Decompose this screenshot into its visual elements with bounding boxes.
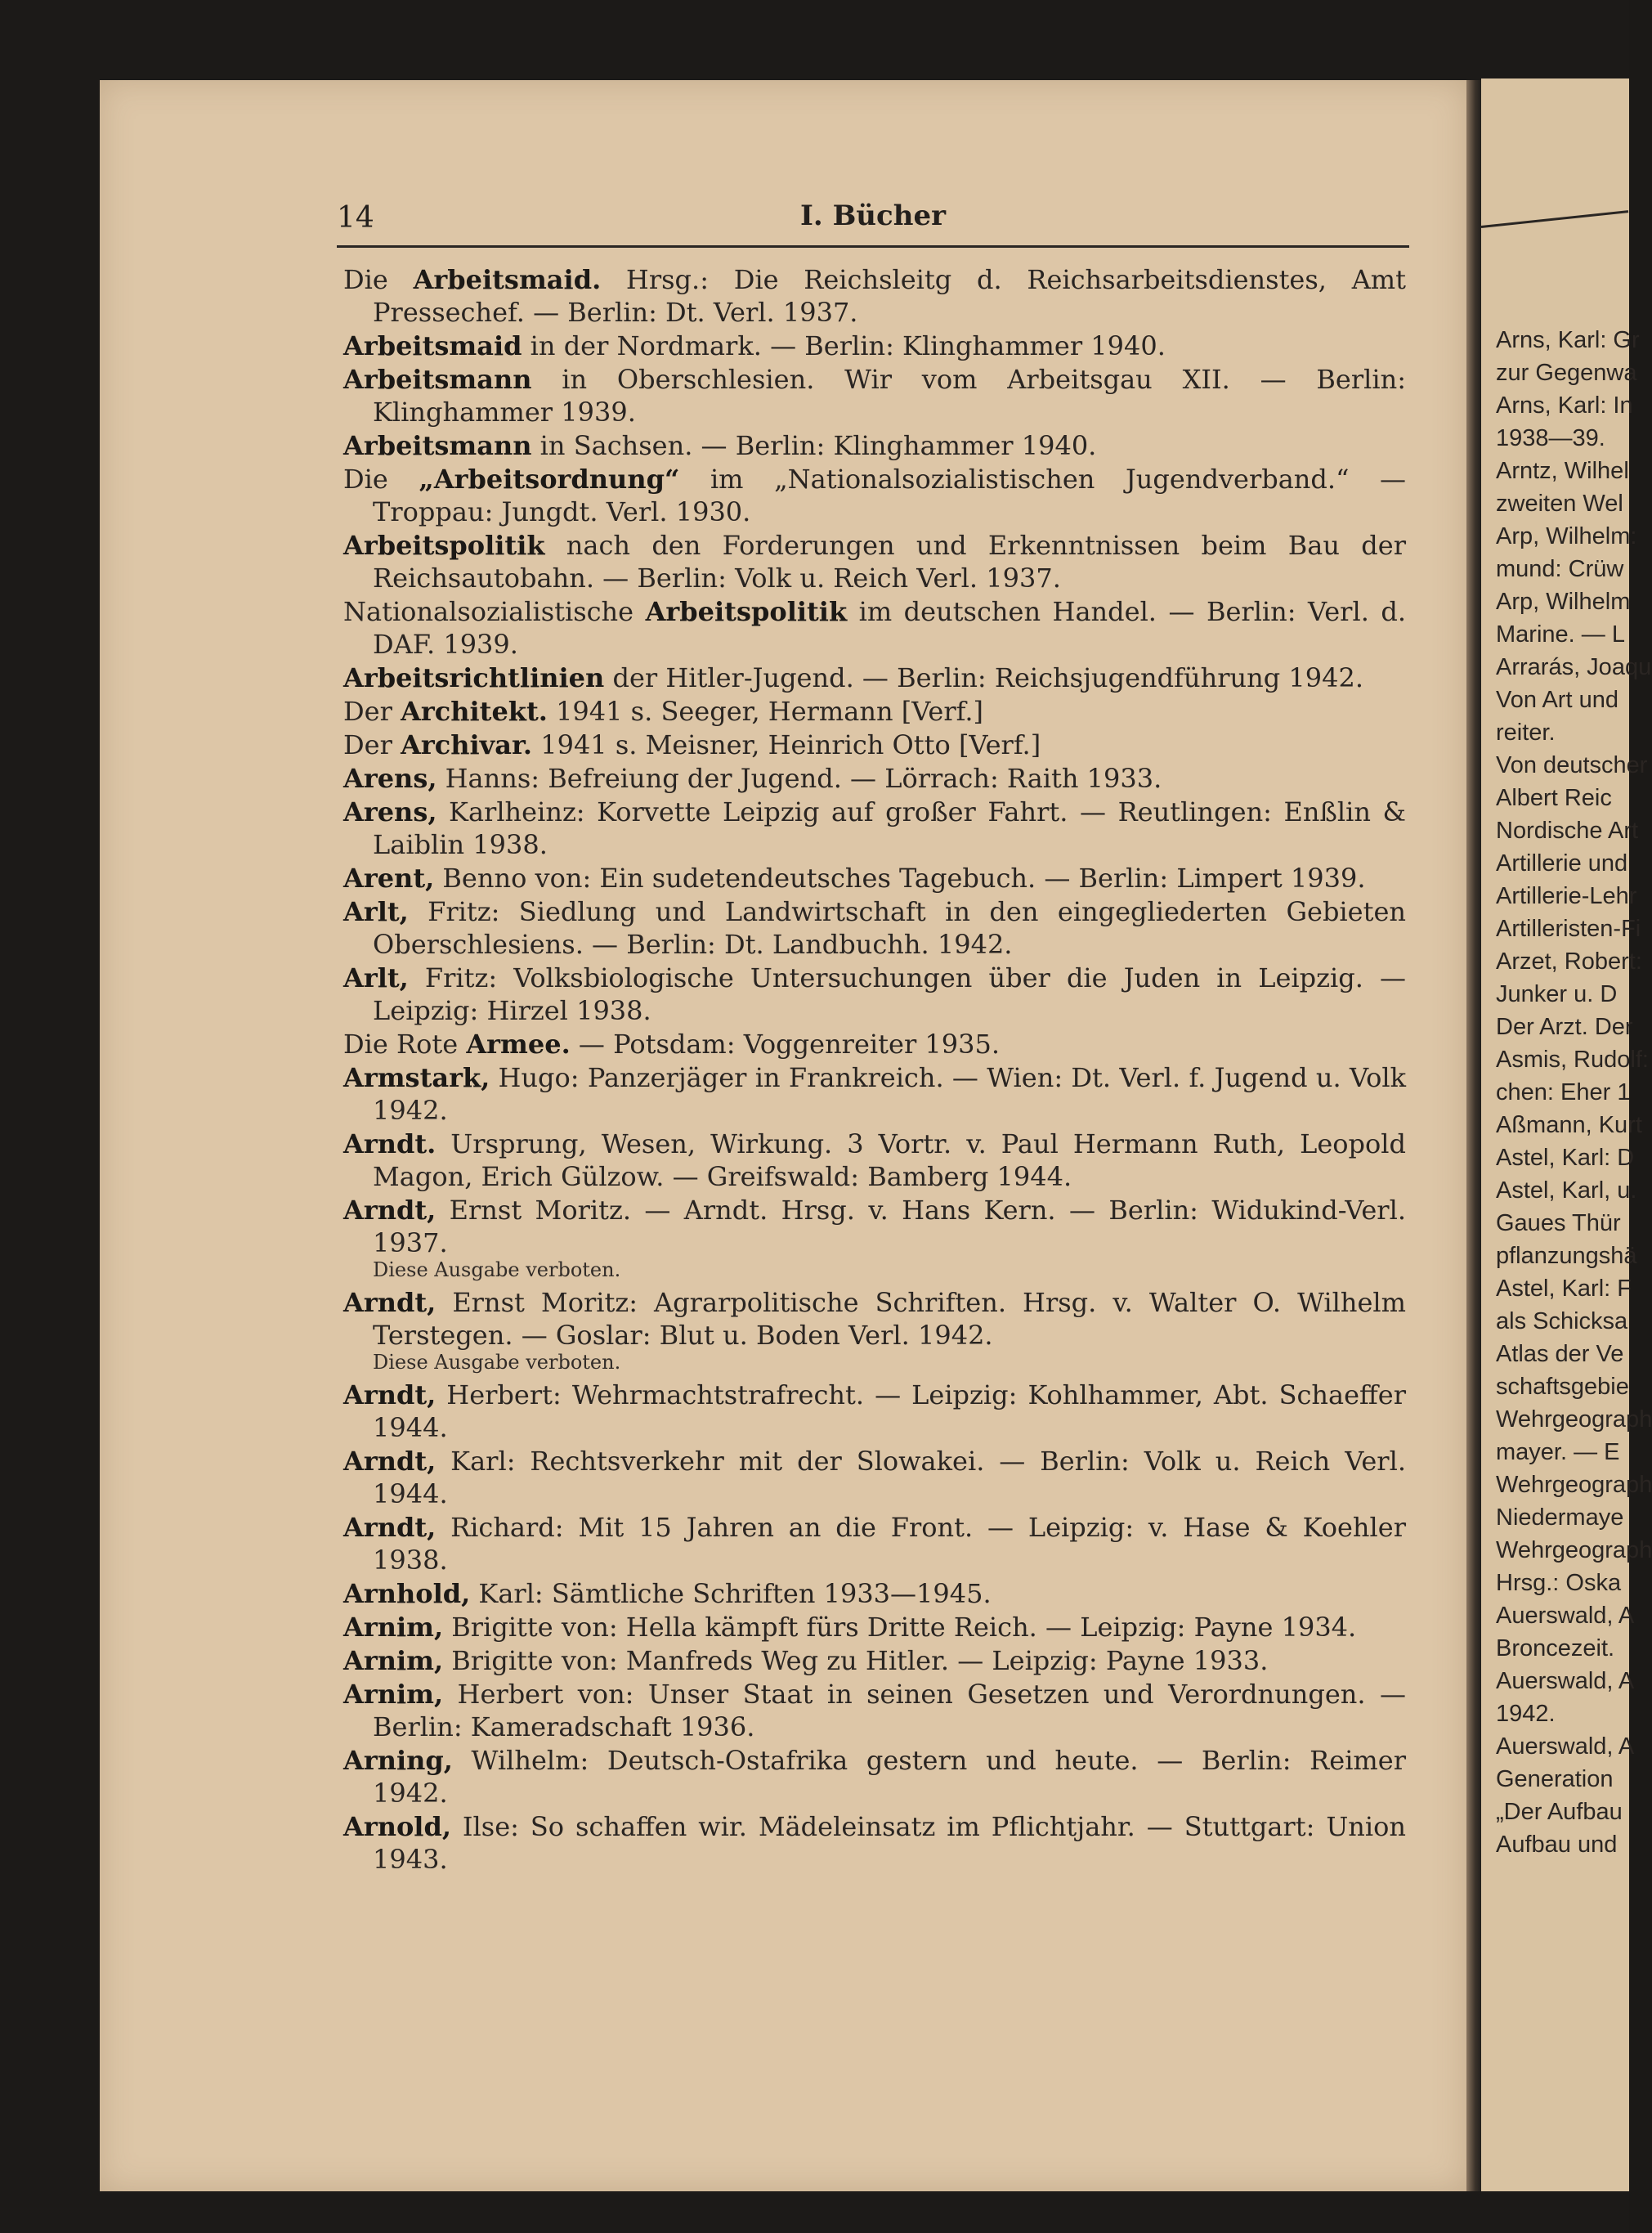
adjacent-page-line: Wehrgeograph — [1496, 1472, 1652, 1498]
adjacent-page-line: Astel, Karl, u. — [1496, 1177, 1637, 1204]
adjacent-page-line: Artillerie-Lehr — [1496, 883, 1637, 909]
entry-text: Karlheinz: Korvette Leipzig auf großer Fahrt. — Reutlingen: Enßlin & Laiblin 1938. — [373, 796, 1406, 860]
entry-keyword: Arbeitsrichtlinien — [343, 662, 605, 693]
adjacent-page-line: Astel, Karl: D — [1496, 1145, 1635, 1171]
adjacent-page-line: Aßmann, Kurt — [1496, 1112, 1642, 1138]
entry-keyword: Arnim, — [343, 1679, 444, 1710]
entry-text: Ursprung, Wesen, Wirkung. 3 Vortr. v. Paul Hermann Ruth, Leopold Magon, Erich Gülzow. — Greifswald: Bamberg 1944. — [373, 1128, 1406, 1192]
entry-text: im „Nationalsozialistischen Jugendverband.“ — Troppau: Jungdt. Verl. 1930. — [373, 464, 1407, 527]
entry-keyword: Arndt. — [343, 1128, 437, 1159]
entry-keyword: Arndt, — [343, 1379, 437, 1410]
entry-text: Herbert von: Unser Staat in seinen Gesetzen und Verordnungen. — Berlin: Kameradschaft 1936. — [373, 1679, 1406, 1742]
entry-text: Hanns: Befreiung der Jugend. — Lörrach: Raith 1933. — [437, 763, 1162, 794]
adjacent-page-line: pflanzungshä — [1496, 1243, 1637, 1269]
entry-keyword: Arens, — [343, 763, 437, 794]
adjacent-page-line: zweiten Wel — [1496, 491, 1623, 517]
adjacent-page-line: schaftsgebie — [1496, 1374, 1629, 1400]
adjacent-page-line: Arns, Karl: In — [1496, 392, 1633, 419]
bibliography-entry — [343, 1061, 1406, 1127]
entry-text: Hugo: Panzerjäger in Frankreich. — Wien: Dt. Verl. f. Jugend u. Volk 1942. — [373, 1062, 1406, 1126]
adjacent-page-line: Atlas der Ve — [1496, 1341, 1624, 1367]
entry-prefix: Die — [343, 264, 414, 295]
adjacent-page-line: mayer. — E — [1496, 1439, 1620, 1465]
entry-keyword: Arnold, — [343, 1811, 451, 1842]
adjacent-header-rule — [1481, 210, 1628, 228]
bibliography-entry — [343, 1128, 1406, 1193]
entry-keyword: Arndt, — [343, 1195, 437, 1226]
entry-keyword: Armee. — [466, 1029, 571, 1060]
entry-keyword: Arbeitsmaid. — [413, 264, 602, 295]
bibliography-entry — [343, 263, 1406, 329]
adjacent-page-line: Auerswald, A — [1496, 1603, 1635, 1629]
adjacent-page-line: Von deutscher — [1496, 752, 1648, 778]
entry-keyword: Arnhold, — [343, 1578, 471, 1609]
adjacent-page-line: Niedermaye — [1496, 1504, 1624, 1531]
adjacent-page-line: Junker u. D — [1496, 981, 1618, 1007]
entry-text: Fritz: Volksbiologische Untersuchungen über die Juden in Leipzig. — Leipzig: Hirzel 1938. — [373, 962, 1406, 1026]
entry-prefix: Die Rote — [343, 1029, 467, 1060]
entry-note: Diese Ausgabe verboten. — [373, 1351, 621, 1374]
entry-text: Hrsg.: Die Reichsleitg d. Reichsarbeitsdienstes, Amt Pressechef. — Berlin: Dt. Verl. 1937. — [373, 264, 1407, 328]
adjacent-page-line: Aufbau und — [1496, 1832, 1618, 1858]
adjacent-page-text — [1496, 324, 1652, 1861]
adjacent-page-line: Arp, Wilhelm: — [1496, 523, 1637, 549]
adjacent-page-line: Gaues Thür — [1496, 1210, 1621, 1236]
adjacent-page-line: „Der Aufbau — [1496, 1799, 1623, 1825]
entry-text: Richard: Mit 15 Jahren an die Front. — Leipzig: v. Hase & Koehler 1938. — [373, 1512, 1406, 1576]
bibliography-entry — [343, 1379, 1406, 1444]
page-gutter — [1466, 80, 1481, 2191]
adjacent-page-line: Arntz, Wilhel — [1496, 458, 1629, 484]
entry-prefix: Die — [343, 464, 419, 495]
entry-text: in Sachsen. — Berlin: Klinghammer 1940. — [531, 430, 1097, 461]
entry-text: nach den Forderungen und Erkenntnissen beim Bau der Reichsautobahn. — Berlin: Volk u. Reich Verl. 1937. — [373, 530, 1406, 594]
entry-text: Benno von: Ein sudetendeutsches Tagebuch. — Berlin: Limpert 1939. — [434, 863, 1366, 894]
adjacent-page-line: Arrarás, Joaqu — [1496, 654, 1652, 680]
entry-text: in der Nordmark. — Berlin: Klinghammer 1940. — [522, 330, 1166, 361]
entry-text: 1941 s. Seeger, Hermann [Verf.] — [547, 696, 983, 727]
adjacent-page-line: Asmis, Rudolf: — [1496, 1047, 1649, 1073]
entry-keyword: Arndt, — [343, 1287, 437, 1318]
adjacent-page — [1481, 78, 1652, 2191]
entry-keyword: Arbeitsmann — [343, 364, 532, 395]
entry-text: — Potsdam: Voggenreiter 1935. — [570, 1029, 1001, 1060]
adjacent-page-line: Wehrgeograph — [1496, 1406, 1652, 1433]
adjacent-page-line: Arp, Wilhelm — [1496, 589, 1631, 615]
bibliography-entry — [343, 862, 1406, 895]
entry-text: 1941 s. Meisner, Heinrich Otto [Verf.] — [532, 729, 1041, 760]
adjacent-page-line: Broncezeit. — [1496, 1635, 1615, 1661]
bibliography-entry — [343, 1194, 1406, 1259]
bibliography-entry — [343, 363, 1406, 428]
bibliography-list — [343, 263, 1406, 1877]
entry-keyword: „Arbeitsordnung“ — [419, 464, 680, 495]
entry-keyword: Arnim, — [343, 1645, 444, 1676]
bibliography-entry — [343, 1810, 1406, 1876]
adjacent-page-line: Arns, Karl: Gr — [1496, 327, 1640, 353]
adjacent-page-line: 1942. — [1496, 1701, 1556, 1727]
bibliography-entry — [343, 1286, 1406, 1352]
bibliography-entry — [343, 762, 1406, 795]
entry-keyword: Archivar. — [401, 729, 533, 760]
bibliography-entry — [343, 1577, 1406, 1610]
entry-text: Brigitte von: Manfreds Weg zu Hitler. — Leipzig: Payne 1933. — [443, 1645, 1269, 1676]
adjacent-page-line: Marine. — L — [1496, 621, 1625, 648]
adjacent-page-line: 1938—39. — [1496, 425, 1605, 451]
entry-keyword: Architekt. — [401, 696, 548, 727]
bibliography-entry — [343, 1644, 1406, 1677]
entry-keyword: Arbeitsmaid — [343, 330, 522, 361]
bibliography-entry — [343, 796, 1406, 861]
entry-note: Diese Ausgabe verboten. — [373, 1258, 621, 1281]
entry-text: Brigitte von: Hella kämpft fürs Dritte Reich. — Leipzig: Payne 1934. — [443, 1612, 1357, 1643]
adjacent-page-line: Hrsg.: Oska — [1496, 1570, 1622, 1596]
adjacent-page-line: Artilleristen-Fi — [1496, 916, 1641, 942]
bibliography-entry — [343, 661, 1406, 694]
bibliography-entry — [343, 1744, 1406, 1809]
adjacent-page-line: Nordische Art — [1496, 818, 1639, 844]
entry-keyword: Arbeitspolitik — [645, 596, 848, 627]
entry-text: Ilse: So schaffen wir. Mädeleinsatz im Pflichtjahr. — Stuttgart: Union 1943. — [373, 1811, 1406, 1875]
bibliography-entry — [343, 1028, 1406, 1060]
adjacent-page-line: Wehrgeograph — [1496, 1537, 1652, 1563]
bibliography-entry — [343, 1678, 1406, 1743]
entry-keyword: Arndt, — [343, 1512, 437, 1543]
entry-text: Fritz: Siedlung und Landwirtschaft in den eingegliederten Gebieten Oberschlesiens. — Berlin: Dt. Landbuchh. 1942. — [373, 896, 1406, 960]
adjacent-page-line: mund: Crüw — [1496, 556, 1624, 582]
entry-keyword: Armstark, — [343, 1062, 490, 1093]
entry-keyword: Arbeitspolitik — [343, 530, 545, 561]
adjacent-page-line: Generation — [1496, 1766, 1614, 1792]
bibliography-entry — [343, 1445, 1406, 1510]
adjacent-page-line: chen: Eher 1 — [1496, 1079, 1631, 1105]
entry-prefix: Nationalsozialistische — [343, 596, 646, 627]
entry-prefix: Der — [343, 696, 401, 727]
adjacent-page-line: als Schicksa — [1496, 1308, 1628, 1334]
entry-keyword: Arndt, — [343, 1446, 437, 1477]
page-title: I. Bücher — [799, 200, 946, 232]
entry-keyword: Arlt, — [343, 962, 409, 993]
adjacent-page-line: zur Gegenwa — [1496, 360, 1637, 386]
bibliography-entry — [343, 463, 1406, 528]
adjacent-page-line: Artillerie und — [1496, 850, 1628, 877]
entry-text: im deutschen Handel. — Berlin: Verl. d. DAF. 1939. — [373, 596, 1407, 660]
entry-keyword: Arens, — [343, 796, 437, 827]
bibliography-entry — [343, 429, 1406, 462]
adjacent-page-line: reiter. — [1496, 720, 1556, 746]
entry-text: Wilhelm: Deutsch-Ostafrika gestern und heute. — Berlin: Reimer 1942. — [373, 1745, 1406, 1809]
entry-text: Karl: Rechtsverkehr mit der Slowakei. — Berlin: Volk u. Reich Verl. 1944. — [373, 1446, 1406, 1509]
entry-text: in Oberschlesien. Wir vom Arbeitsgau XII. — Berlin: Klinghammer 1939. — [373, 364, 1406, 428]
bibliography-entry — [343, 962, 1406, 1027]
bibliography-entry — [343, 529, 1406, 594]
adjacent-page-line: Arzet, Robert: — [1496, 948, 1642, 975]
entry-keyword: Arbeitsmann — [343, 430, 532, 461]
adjacent-page-line: Astel, Karl: F — [1496, 1276, 1632, 1302]
entry-prefix: Der — [343, 729, 401, 760]
bibliography-entry — [343, 729, 1406, 761]
bibliography-entry — [343, 595, 1406, 661]
entry-text: Herbert: Wehrmachtstrafrecht. — Leipzig: Kohlhammer, Abt. Schaeffer 1944. — [373, 1379, 1406, 1443]
adjacent-page-line: Von Art und — [1496, 687, 1618, 713]
bibliography-entry — [343, 1511, 1406, 1576]
adjacent-page-line: Albert Reic — [1496, 785, 1612, 811]
adjacent-page-line: Auerswald, A — [1496, 1733, 1635, 1760]
page-number: 14 — [337, 201, 374, 235]
bibliography-entry — [343, 330, 1406, 362]
entry-text: Ernst Moritz: Agrarpolitische Schriften. Hrsg. v. Walter O. Wilhelm Terstegen. — Goslar: Blut u. Boden Verl. 1942. — [373, 1287, 1406, 1351]
entry-keyword: Arent, — [343, 863, 435, 894]
adjacent-page-line: Auerswald, A — [1496, 1668, 1635, 1694]
bibliography-entry — [343, 895, 1406, 961]
entry-keyword: Arlt, — [343, 896, 409, 927]
adjacent-page-line: Der Arzt. Der — [1496, 1014, 1633, 1040]
entry-text: Ernst Moritz. — Arndt. Hrsg. v. Hans Kern. — Berlin: Widukind-Verl. 1937. — [373, 1195, 1406, 1258]
entry-text: der Hitler-Jugend. — Berlin: Reichsjugendführung 1942. — [604, 662, 1363, 693]
bibliography-entry — [343, 695, 1406, 728]
entry-keyword: Arnim, — [343, 1612, 444, 1643]
bibliography-entry — [343, 1611, 1406, 1643]
entry-keyword: Arning, — [343, 1745, 453, 1776]
entry-text: Karl: Sämtliche Schriften 1933—1945. — [470, 1578, 992, 1609]
page-header — [337, 195, 1409, 248]
